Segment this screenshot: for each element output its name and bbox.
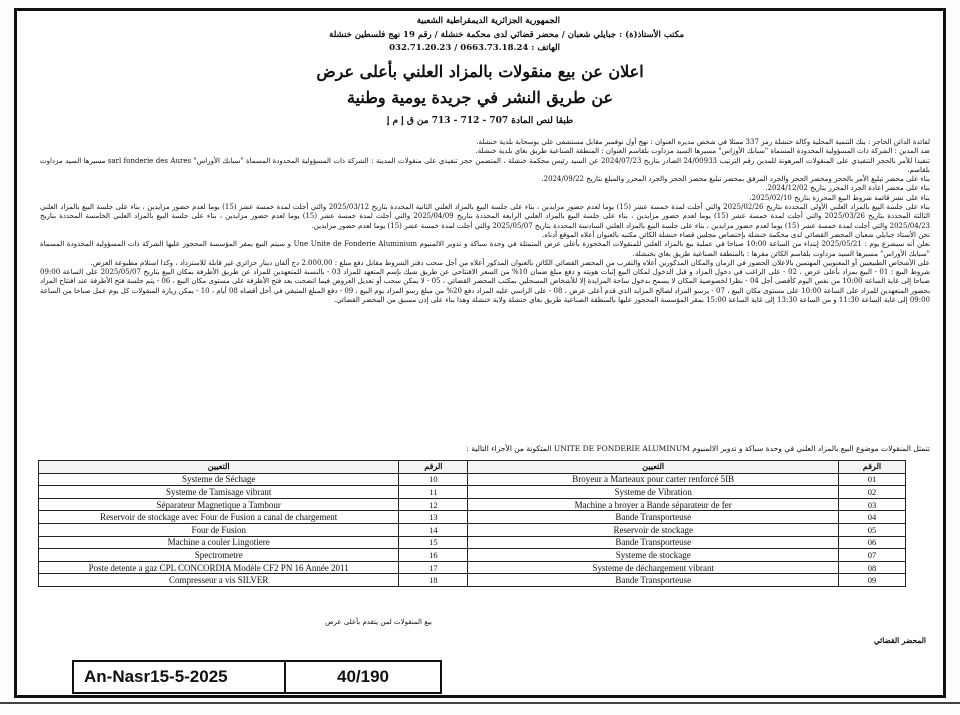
- left-item-name: Systeme de Séchage: [39, 473, 399, 486]
- left-number-header: الرقم: [399, 461, 468, 474]
- right-designation-header: التعيين: [468, 461, 839, 474]
- left-item-name: Poste detente a gaz CPL CONCORDIA Modèle CF2 PN 16 Année 2011: [39, 561, 399, 574]
- sale-date-paragraph: نعلن أنه سيشرع يوم : 2025/05/21 إبتداء من الساعة 10:00 صباحا في عملية بيع بالمزاد العلني للمنقولات المحجوزة بأعلى عرض المتمثلة في وحدة سباكة و تدوير الالمنيوم Une Unite de Fonderie Aluminium و سيتم البيع بمقر المؤسسة المحجوز عليها الشركة ذات المسؤولية المحدودة المسماة "سبابك الأوراس" مسيرها السيد مزداوت بلقاسم الكائن مقرها : بالمنطقة الصناعية طريق بغاي بخنشلة.: [40, 240, 931, 258]
- law-reference: طبقا لنص المادة 707 - 712 - 713 من ق إ م إ: [386, 116, 574, 126]
- main-title: اعلان عن بيع منقولات بالمزاد العلني بأعلى عرض: [316, 62, 644, 81]
- publication-page: 40/190: [337, 667, 389, 686]
- table-row: [39, 511, 906, 524]
- right-item-number: 03: [839, 498, 906, 511]
- right-item-name: Systeme de stockage: [468, 549, 839, 562]
- right-item-name: Bande Transporteuse: [468, 511, 839, 524]
- auction-sessions-paragraph: بناء على جلسة البيع بالمزاد العلني الأولى المحددة بتاريخ 2025/02/26 والتي أجلت لمدة خمسة عشر (15) يوما لعدم حضور مزايدين ، بناء على جلسة البيع بالمزاد العلني الثانية المحددة بتاريخ 2025/03/12 والتي أجلت لمدة خمسة عشر (15) يوما لعدم حضور مزايدين ، بناء على جلسة البيع بالمزاد العلني الثالثة المحددة بتاريخ 2025/03/26 والتي أجلت لمدة خمسة عشر (15) يوما لعدم حضور مزايدين ، بناء على جلسة البيع بالمزاد العلني الرابعة المحددة بتاريخ 2025/04/09 والتي أجلت لمدة خمسة عشر (15) يوما لعدم حضور مزايدين ، بناء على جلسة البيع بالمزاد العلني الخامسة المحددة بتاريخ 2025/04/23 والتي أجلت لمدة خمسة عشر (15) يوما لعدم حضور مزايدين ، بناء على جلسة البيع بالمزاد العلني السادسة المحددة بتاريخ 2025/05/07 والتي أجلت لمدة خمسة عشر (15) يوما لعدم حضور مزايدين.: [40, 203, 930, 230]
- creditor-paragraph: لفائدة الدائن الحاجز : بنك التنمية المحلية وكالة خنشلة رمز 337 ممثلا في شخص مديره العنوان : نهج أول نوفمبر مقابل مستشفى علي بوسحابة بلدية خنشلة.: [476, 138, 930, 146]
- seizure-order-paragraph: تنفيذا للأمر بالحجز التنفيذي على المنقولات المرهونة للمدين رقم الترتيب 24/00933 الصادر بتاريخ 2024/07/23 عن السيد رئيس محكمة خنشلة ، المتضمن حجز تنفيذي على منقولات المدينة : الشركة ذات المسؤولية المحدودة المسماة "سبابك الأوراس" sarl fonderie des Aures مسيرها السيد مزداوت بلقاسم.: [40, 156, 930, 174]
- right-item-number: 05: [839, 523, 906, 536]
- right-number-header: الرقم: [839, 461, 906, 474]
- phone-header: الهاتف : 0663.73.18.24 / 032.71.20.23: [389, 43, 560, 53]
- left-item-number: 18: [399, 574, 468, 587]
- sale-conditions-paragraph: شروط البيع : 01 - البيع بمزاد بأعلى عرض ، 02 - على الراغب في دخول المزاد و قبل الدخول لمكان البيع إثبات هويته و دفع مبلغ ضمان 10% من السعر الافتتاحي عن طريق شيك بإسم المتعهد للمزاد 03 - بالنسبة للمتعهدين للمزاد عن طريق الأظرفة بمكان البيع بتاريخ 2025/05/07 على الساعة 09:00 صباحا إلى غاية الساعة 10:00 من نفس اليوم كأقصى أجل 04 - نظرا لخصوصية المكان لا يسمح بدخول ساحة المزايدة إلا للأشخاص المسجلين بمكتب المحضر القضائي ، 05 - لا يمكن سحب أو تعديل العروض فيما اتضحت بعد فتح الأظرفة على مستوى مكان البيع ، 06 - يتم جلسة فتح الأظرفة عند افتتاح المزاد بحضور المتعهدين للمزاد على الساعة 10:00 على مستوى مكان البيع ، 07 - يرسو المزاد لصالح المزايد الذي قدم أعلى عرض ، 08 - على الراسي عليه المزاد دفع 20% من مبلغ رسو المزاد يوم البيع ، 09 - دفع المبلغ المتبقي في أجل أقصاه 08 أيام ، 10 - يمكن زيارة المنقولات كل يوم عمل صباحا من الساعة 09:00 إلى غاية الساعة 11:30 و من الساعة 13:30 إلى غاية الساعة 15:00 بمقر المؤسسة المحجوز عليها بالمنطقة الصناعية طريق بغاي خنشلة ولاية خنشلة وهذا بناء على إذن مسبق من المحضر القضائي.: [40, 268, 931, 305]
- items-table: [38, 460, 906, 587]
- publication-reference: An-Nasr15-5-2025: [84, 667, 228, 686]
- table-row: [39, 473, 906, 486]
- sub-title: عن طريق النشر في جريدة يومية وطنية: [346, 88, 614, 107]
- right-item-number: 02: [839, 486, 906, 499]
- right-item-number: 06: [839, 536, 906, 549]
- left-item-number: 16: [399, 549, 468, 562]
- left-item-name: Spectrometre: [39, 549, 399, 562]
- table-row: [39, 574, 906, 587]
- right-item-name: Bande Transporteuse: [468, 536, 839, 549]
- announcement-frame: [14, 8, 946, 698]
- left-item-number: 12: [399, 498, 468, 511]
- table-row: [39, 498, 906, 511]
- republic-header: الجمهورية الجزائرية الديمقراطية الشعبية: [416, 16, 560, 26]
- office-header: مكتب الأستاذ(ة) : جبايلي شعبان / محضر قضائي لدى محكمة خنشلة / رقم 19 نهج فلسطين خنشلة: [329, 30, 684, 40]
- left-item-number: 15: [399, 536, 468, 549]
- right-item-name: Systeme de déchargement vibrant: [468, 561, 839, 574]
- left-item-name: Reservoir de stockage avec Four de Fusion a canal de chargement: [39, 511, 399, 524]
- right-item-name: Bande Transporteuse: [468, 574, 839, 587]
- notification-paragraph: بناء على محضر تبليغ الأمر بالحجز ومحضر الحجز والجرد المرفق بمحضر تبليغ محضر الحجز والجرد المحرر والمبلغ بتاريخ 2024/09/22.: [541, 175, 930, 184]
- table-row: [39, 523, 906, 536]
- items-intro: تتمثل المنقولات موضوع البيع بالمزاد العلني في وحدة سباكة و تدوير الالمنيوم UNITE DE FONDERIE ALUMINUM المتكونة من الأجزاء التالية :: [466, 444, 930, 453]
- right-item-name: Broyeur a Marteaux pour carter renforcé 5IB: [468, 473, 839, 486]
- left-designation-header: التعيين: [39, 461, 399, 474]
- left-item-number: 10: [399, 473, 468, 486]
- right-item-number: 08: [839, 561, 906, 574]
- bailiff-signature: المحضر القضائي: [873, 636, 926, 645]
- right-item-name: Reservoir de stockage: [468, 523, 839, 536]
- right-item-number: 09: [839, 574, 906, 587]
- right-item-name: Machine a broyer a Bande séparateur de fer: [468, 498, 839, 511]
- left-item-name: Séparateur Magnetique a Tambour: [39, 498, 399, 511]
- conditions-publication-paragraph: بناء على نشر قائمة شروط البيع المحررة بتاريخ 2025/02/10.: [749, 193, 930, 202]
- table-header-row: [39, 461, 906, 474]
- interested-parties-paragraph: على الأشخاص الطبيعيين أو المعنويين المهتمين بالاعلان الحضور في الزمان والمكان المذكورين أعلاه والتقرب من المحضر القضائي الكائن بالعنوان المذكور أعلاه من أجل سحب دفتر الشروط مقابل دفع مبلغ : 2.000.00 دج ألفان دينار جزائري غير قابلة للاسترداد ، وكذا استلام مطبوعة العرض.: [90, 258, 930, 267]
- left-item-name: Compresseur a vis SILVER: [39, 574, 399, 587]
- right-item-number: 04: [839, 511, 906, 524]
- reinventory-paragraph: بناء على محضر اعادة الجرد المحرر بتاريخ 2024/12/02.: [765, 184, 930, 193]
- right-item-name: Systeme de Vibration: [468, 486, 839, 499]
- left-item-number: 17: [399, 561, 468, 574]
- left-item-name: Four de Fusion: [39, 523, 399, 536]
- left-item-name: Machine a couler Lingotiere: [39, 536, 399, 549]
- table-row: [39, 486, 906, 499]
- announcement-body: [40, 138, 930, 305]
- left-item-number: 11: [399, 486, 468, 499]
- table-row: [39, 561, 906, 574]
- right-item-number: 01: [839, 473, 906, 486]
- bailiff-paragraph: نحن الأستاذ جبايلي شعبان المحضر القضائي لدى محكمة خنشلة بإختصاص مجلس قضاء خنشلة الكائن مكتبه بالعنوان أعلاه الموقع أدناه.: [542, 230, 930, 239]
- sale-footnote: بيع المنقولات لمن يتقدم بأعلى عرض: [325, 618, 432, 626]
- left-item-name: Systeme de Tamisage vibrant: [39, 486, 399, 499]
- left-item-number: 14: [399, 523, 468, 536]
- debtor-paragraph: ضد المدين : الشركة ذات المسؤولية المحدودة المسماة "سبابك الأوراس" مسيرها السيد مزداوت بلقاسم العنوان : المنطقة الصناعية طريق بغاي بلدية خنشلة.: [475, 147, 930, 156]
- table-row: [39, 549, 906, 562]
- right-item-number: 07: [839, 549, 906, 562]
- left-item-number: 13: [399, 511, 468, 524]
- publication-stamp: [72, 660, 442, 694]
- table-row: [39, 536, 906, 549]
- page-bottom-rule: [0, 702, 960, 704]
